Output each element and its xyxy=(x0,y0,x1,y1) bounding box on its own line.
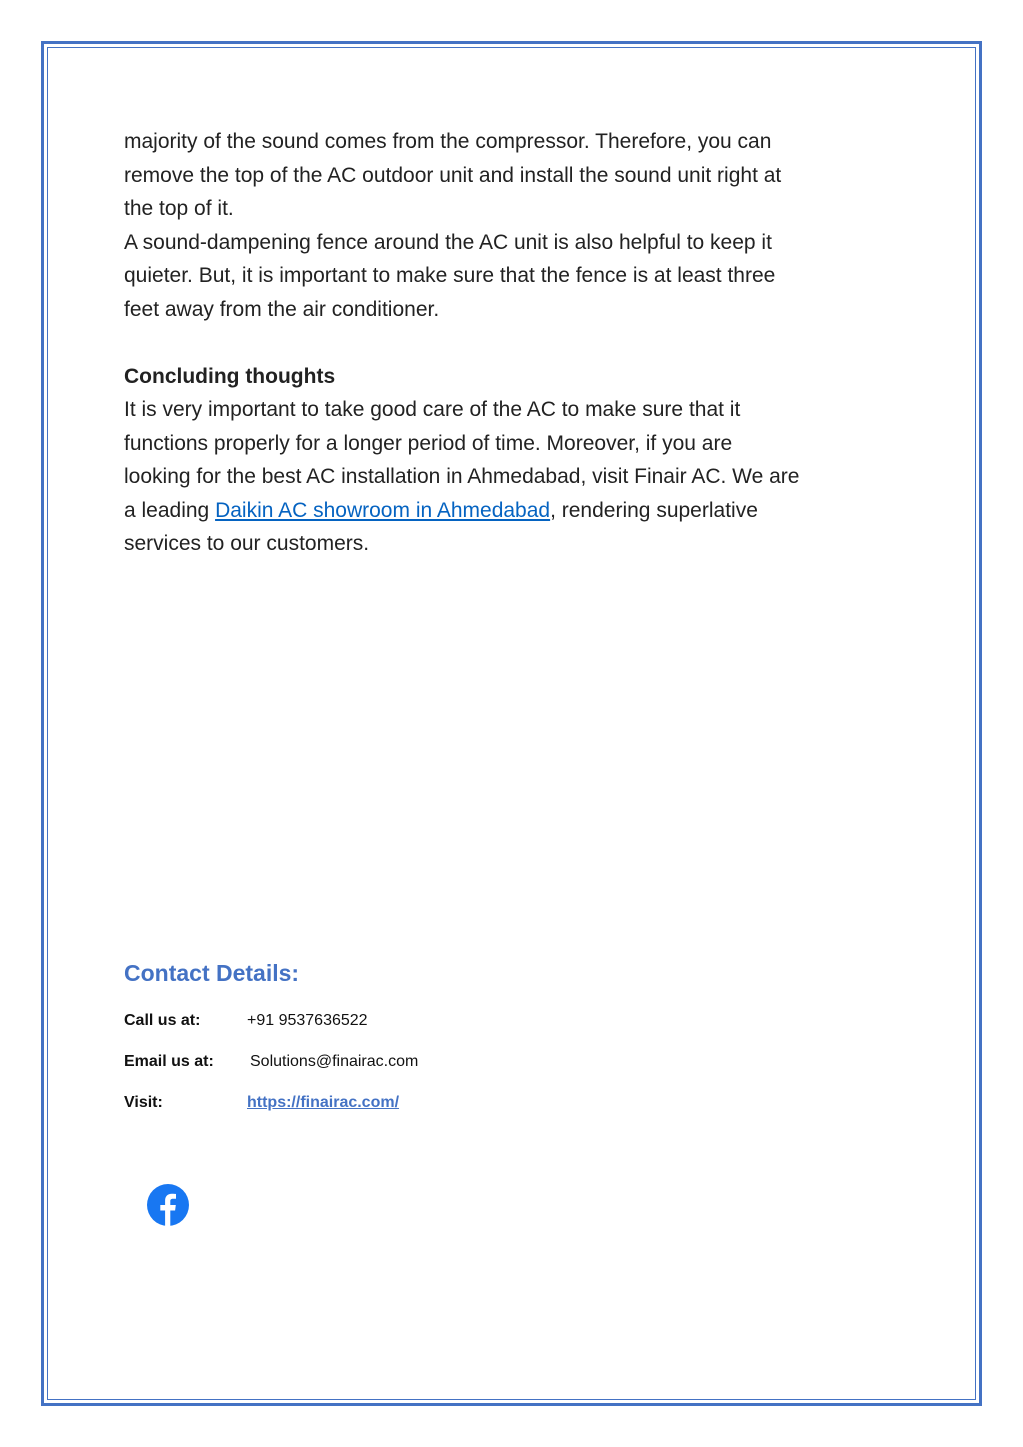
daikin-showroom-link[interactable]: Daikin AC showroom in Ahmedabad xyxy=(215,498,551,522)
link-prefix: a leading xyxy=(124,498,216,522)
email-label: Email us at: xyxy=(124,1053,214,1070)
call-value: +91 9537636522 xyxy=(247,1012,368,1029)
call-label: Call us at: xyxy=(124,1012,201,1029)
body-line: remove the top of the AC outdoor unit and install the sound unit right at xyxy=(124,163,782,187)
website-link[interactable]: https://finairac.com/ xyxy=(247,1094,400,1111)
body-line: A sound-dampening fence around the AC unit is also helpful to keep it xyxy=(124,230,772,254)
body-line-with-link xyxy=(124,494,904,528)
facebook-icon[interactable] xyxy=(147,1184,189,1226)
contact-row-email xyxy=(124,1053,419,1071)
body-line: services to our customers. xyxy=(124,532,370,555)
section-heading: Concluding thoughts xyxy=(124,364,336,388)
email-value: Solutions@finairac.com xyxy=(250,1053,419,1070)
visit-label: Visit: xyxy=(124,1094,163,1111)
body-line: feet away from the air conditioner. xyxy=(124,297,440,321)
document-body xyxy=(124,125,904,561)
body-line: quieter. But, it is important to make sure that the fence is at least three xyxy=(124,264,776,287)
body-line: looking for the best AC installation in Ahmedabad, visit Finair AC. We are xyxy=(124,465,800,488)
contact-row-call xyxy=(124,1012,368,1030)
contact-title: Contact Details: xyxy=(124,960,300,986)
body-line: It is very important to take good care of the AC to make sure that it xyxy=(124,398,741,421)
body-line: functions properly for a longer period of time. Moreover, if you are xyxy=(124,431,733,455)
body-line: the top of it. xyxy=(124,197,234,220)
paragraph-gap xyxy=(124,326,904,360)
body-line: majority of the sound comes from the compressor. Therefore, you can xyxy=(124,130,772,153)
contact-row-visit xyxy=(124,1094,400,1112)
link-suffix: , rendering superlative xyxy=(550,498,758,522)
